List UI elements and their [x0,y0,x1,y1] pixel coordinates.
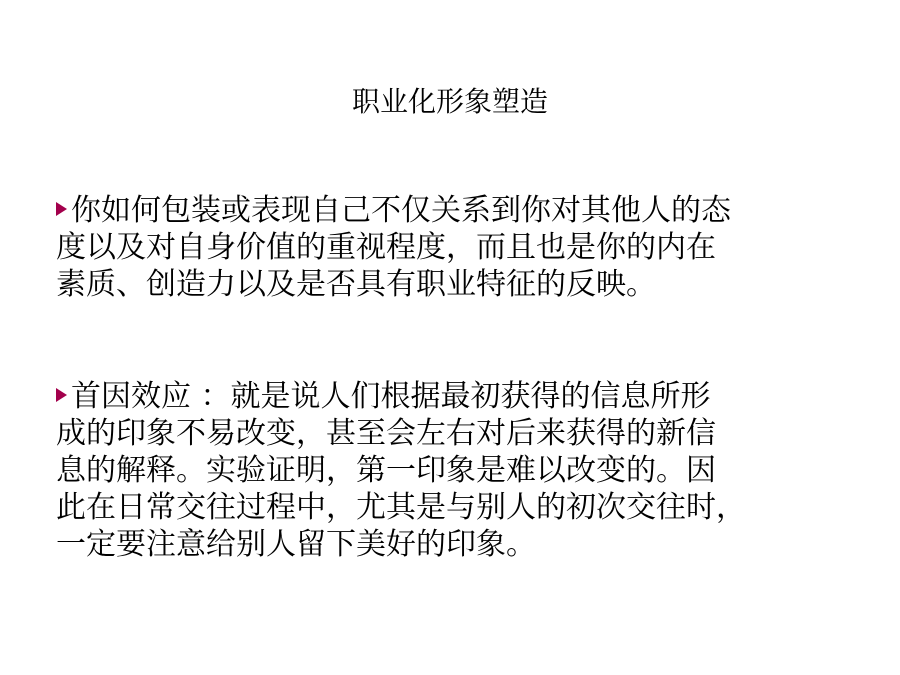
triangle-right-icon [56,202,67,216]
bullet-line: 息的解释。实验证明，第一印象是难以改变的。因 [56,453,716,488]
bullet-item-primacy-effect [56,378,856,563]
bullet-item-first-impression-packaging [56,192,856,303]
bullet-text: 首因效应 ：就是说人们根据最初获得的信息所形 [71,379,711,414]
bullet-line: 此在日常交往过程中，尤其是与别人的初次交往时， [56,490,746,525]
slide-title: 职业化形象塑造 [351,85,548,118]
bullet-line: 一定要注意给别人留下美好的印象。 [56,527,536,562]
bullet-line: 度以及对自身价值的重视程度，而且也是你的内在 [56,230,716,265]
bullet-line [56,192,856,229]
triangle-right-icon [56,388,67,402]
bullet-line: 素质、创造力以及是否具有职业特征的反映。 [56,267,656,302]
bullet-line: 成的印象不易改变，甚至会左右对后来获得的新信 [56,416,716,451]
bullet-text: 你如何包装或表现自己不仅关系到你对其他人的态 [71,193,731,228]
bullet-line [56,378,856,415]
